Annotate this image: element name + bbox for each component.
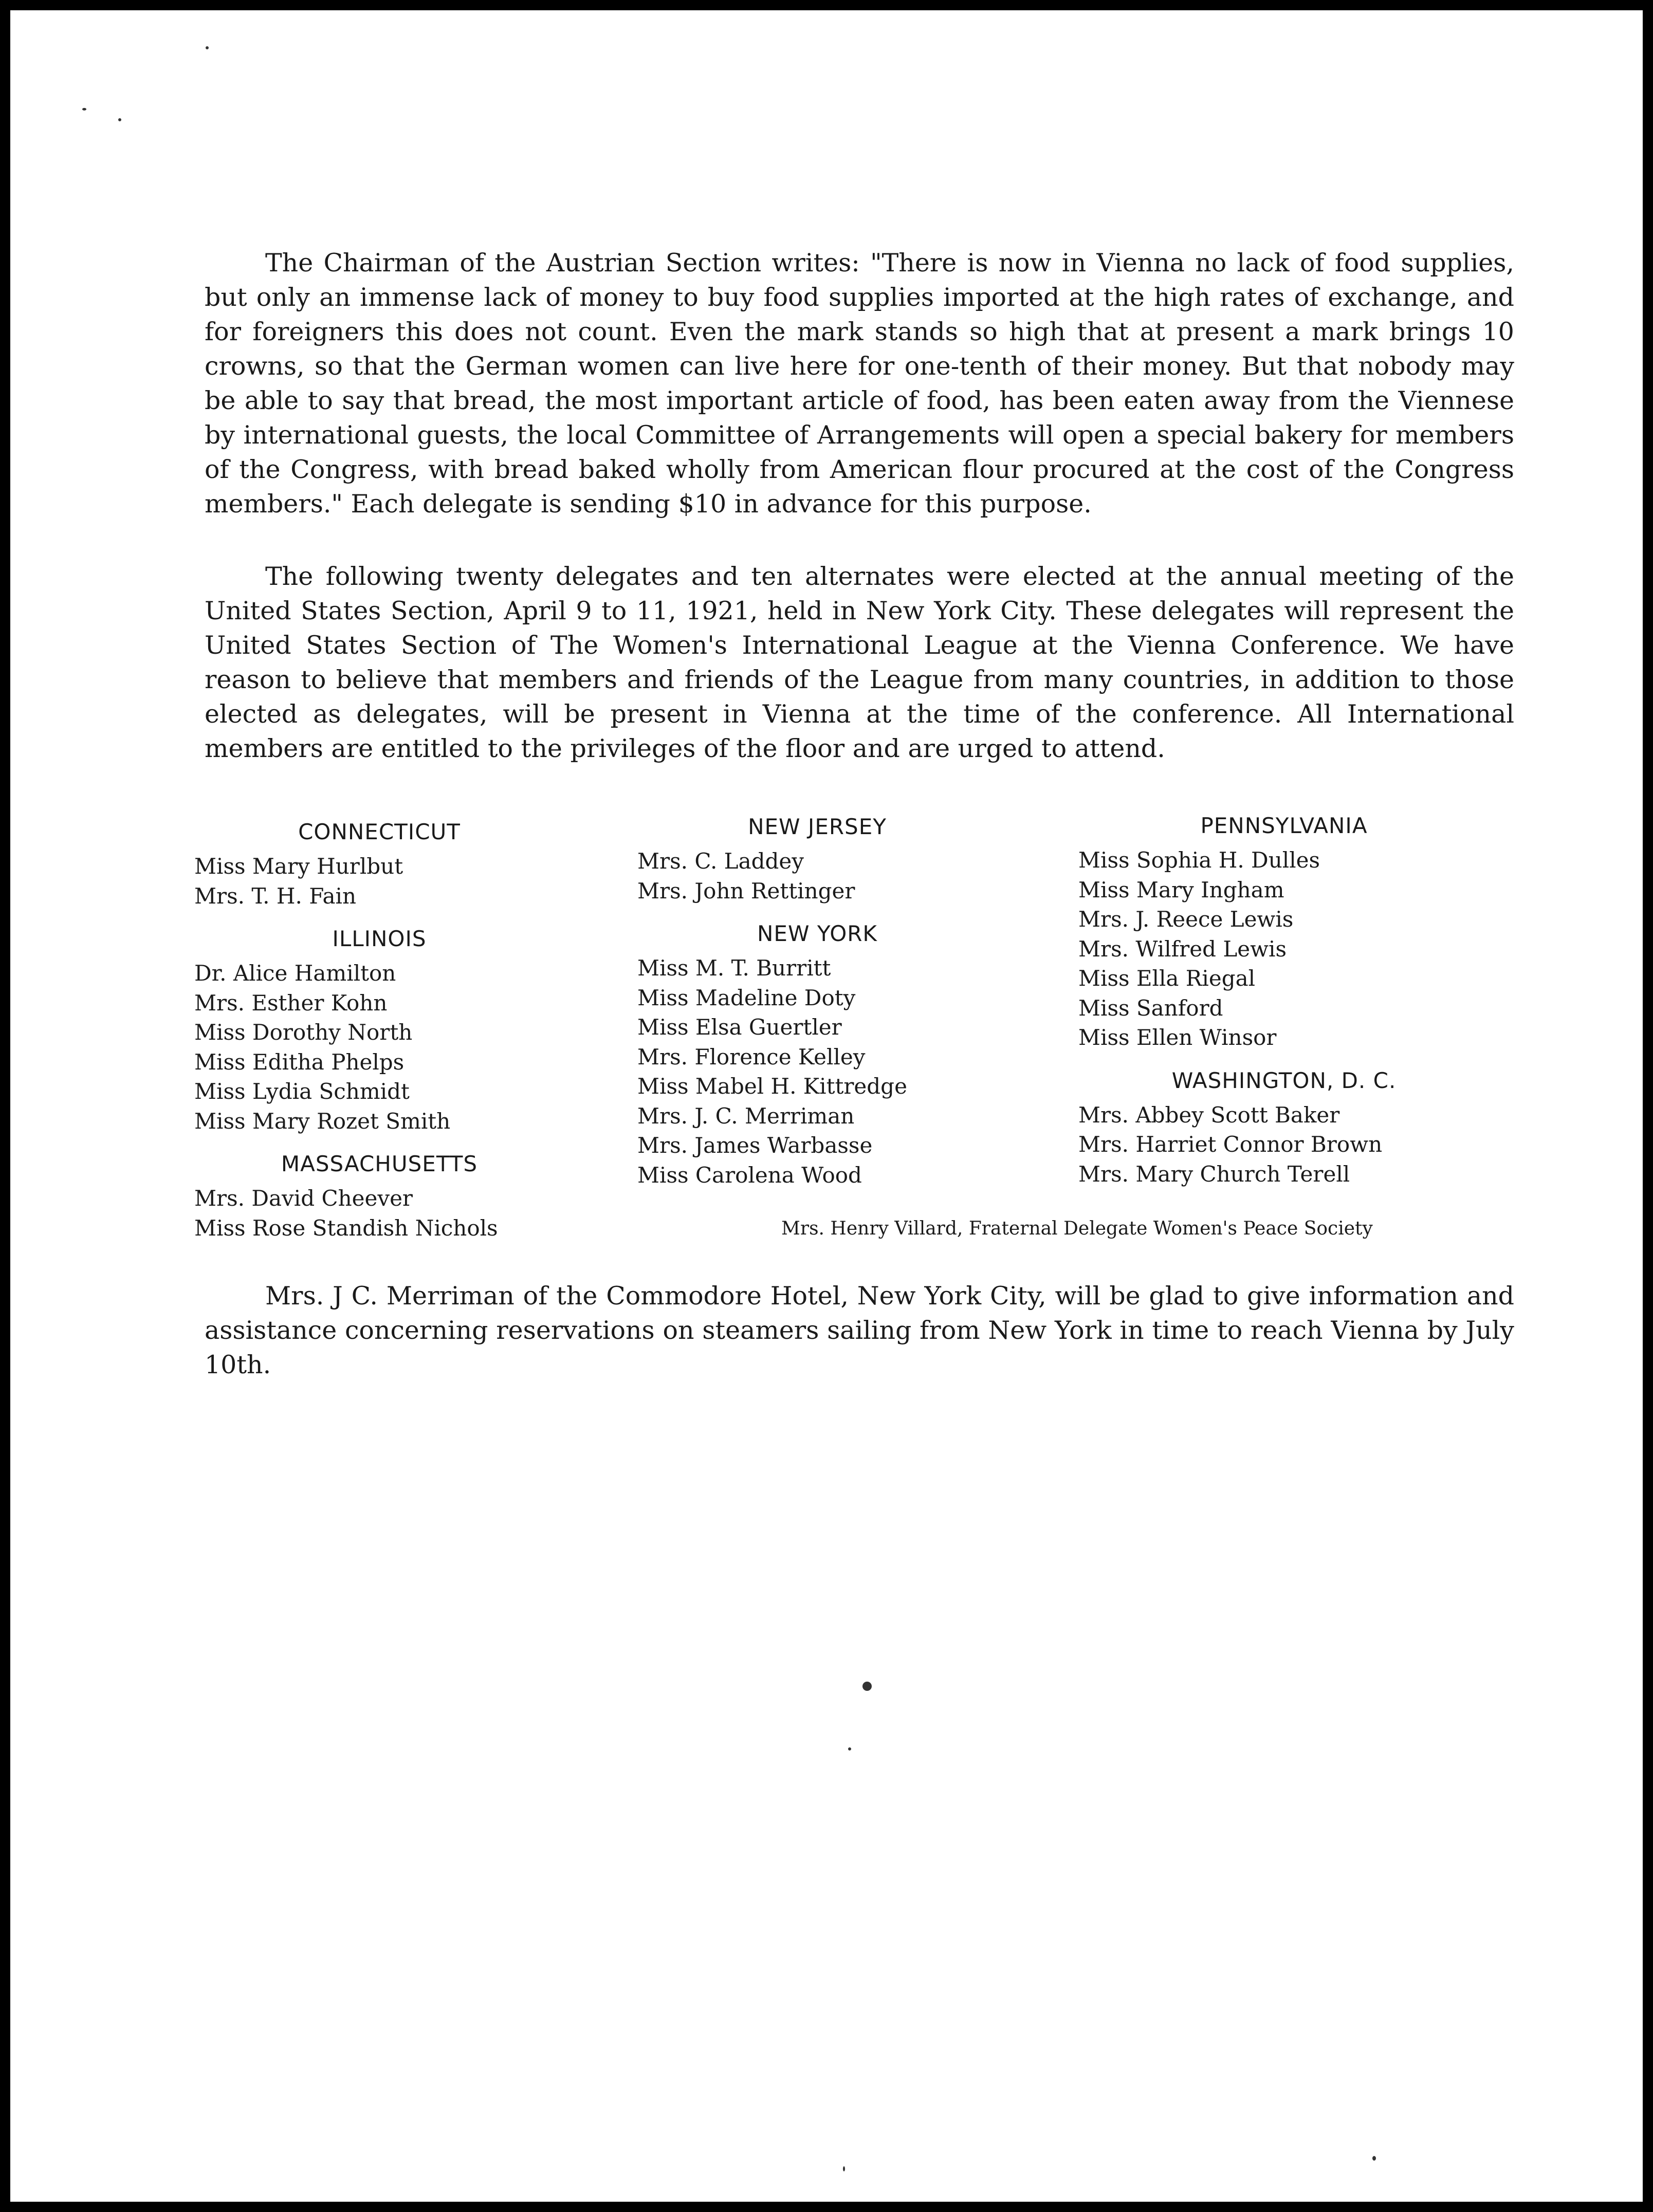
delegate-name: Mrs. Wilfred Lewis — [1078, 936, 1287, 962]
delegate-list-new-york — [637, 953, 997, 1190]
state-heading-illinois: ILLINOIS — [332, 926, 427, 951]
delegate-name: Miss Elsa Guertler — [637, 1015, 842, 1040]
delegate-name: Miss Mary Ingham — [1078, 877, 1284, 902]
delegate-name: Mrs. David Cheever — [194, 1186, 413, 1211]
delegate-list-pennsylvania — [1078, 845, 1490, 1053]
delegates-column-3 — [1078, 811, 1490, 1202]
delegate-name: Mrs. Mary Church Terell — [1078, 1161, 1350, 1187]
paragraph-merriman-reservations: Mrs. J C. Merriman of the Commodore Hotel, New York City, will be glad to give information and assistance concerning reservations on steamers sailing from New York in time to reach Vienna by July 10th. — [205, 1281, 1514, 1379]
delegate-list-illinois — [194, 958, 564, 1136]
delegate-name: Mrs. Florence Kelley — [637, 1044, 866, 1070]
delegate-name: Miss Lydia Schmidt — [194, 1079, 410, 1104]
scan-speck — [1372, 2156, 1376, 2161]
delegate-list-washington-dc — [1078, 1100, 1490, 1189]
delegate-name: Miss Sanford — [1078, 995, 1223, 1021]
paragraph-delegates-elected: The following twenty delegates and ten alternates were elected at the annual meeting of the United States Section, April 9 to 11, 1921, held in New York City. These delegates will represent the United States Section of The Women's International League at the Vienna Conference. We have reason to believe that members and friends of the League from many countries, in addition to those elected as delegates, will be present in Vienna at the time of the conference. All International members are entitled to the privileges of the floor and are urged to attend. — [205, 562, 1514, 763]
delegate-name: Miss Sophia H. Dulles — [1078, 847, 1320, 873]
delegate-name: Mrs. J. C. Merriman — [637, 1103, 855, 1129]
delegate-name: Mrs. John Rettinger — [637, 878, 855, 904]
delegate-name: Mrs. Harriet Connor Brown — [1078, 1132, 1383, 1157]
scan-speck — [862, 1682, 872, 1691]
delegate-name: Miss Editha Phelps — [194, 1049, 405, 1075]
state-heading-pennsylvania: PENNSYLVANIA — [1200, 813, 1368, 838]
scan-speck — [206, 46, 209, 49]
state-heading-connecticut: CONNECTICUT — [298, 819, 461, 844]
state-heading-washington-dc: WASHINGTON, D. C. — [1171, 1067, 1397, 1093]
delegate-name: Miss Mary Hurlbut — [194, 854, 403, 879]
document-page — [10, 10, 1643, 2202]
scan-speck — [843, 2166, 845, 2171]
delegate-name: Mrs. T. H. Fain — [194, 883, 357, 909]
state-heading-new-jersey: NEW JERSEY — [748, 814, 887, 839]
delegates-column-1 — [194, 817, 564, 1256]
delegate-name: Miss Mary Rozet Smith — [194, 1108, 451, 1134]
paragraph-austrian-section: The Chairman of the Austrian Section writes: "There is now in Vienna no lack of food supplies, but only an immense lack of money to buy food supplies imported at the high rates of exchange, and for foreigners this does not count. Even the mark stands so high that at present a mark brings 10 crowns, so that the German women can live here for one-tenth of their money. But that nobody may be able to say that bread, the most important article of food, has been eaten away from the Viennese by international guests, the local Committee of Arrangements will open a special bakery for members of the Congress, with bread baked wholly from American flour procured at the cost of the Congress members." Each delegate is sending $10 in advance for this purpose. — [205, 248, 1514, 519]
delegate-name: Miss Dorothy North — [194, 1020, 413, 1045]
delegates-column-2 — [637, 812, 997, 1203]
delegate-name: Mrs. Esther Kohn — [194, 990, 388, 1016]
delegate-name: Mrs. C. Laddey — [637, 849, 804, 874]
delegate-name: Mrs. J. Reece Lewis — [1078, 907, 1294, 932]
delegate-name: Miss Madeline Doty — [637, 985, 856, 1010]
delegate-name: Miss M. T. Burritt — [637, 955, 831, 981]
scan-speck — [118, 118, 121, 121]
delegate-name: Miss Mabel H. Kittredge — [637, 1074, 907, 1099]
delegate-name: Miss Carolena Wood — [637, 1162, 862, 1188]
delegate-name: Dr. Alice Hamilton — [194, 961, 396, 986]
delegate-list-new-jersey — [637, 846, 997, 906]
delegate-name: Mrs. James Warbasse — [637, 1133, 873, 1158]
delegate-name: Mrs. Abbey Scott Baker — [1078, 1102, 1340, 1128]
scan-speck — [848, 1747, 851, 1750]
scan-speck — [82, 108, 86, 110]
delegate-name: Miss Ellen Winsor — [1078, 1025, 1277, 1050]
state-heading-massachusetts: MASSACHUSETTS — [281, 1151, 478, 1176]
delegate-name: Miss Rose Standish Nichols — [194, 1215, 498, 1241]
delegate-list-massachusetts — [194, 1184, 564, 1243]
delegate-name: Miss Ella Riegal — [1078, 966, 1256, 991]
state-heading-new-york: NEW YORK — [757, 921, 877, 946]
delegate-list-connecticut — [194, 852, 564, 911]
fraternal-delegate-note: Mrs. Henry Villard, Fraternal Delegate Women's Peace Society — [781, 1218, 1373, 1239]
